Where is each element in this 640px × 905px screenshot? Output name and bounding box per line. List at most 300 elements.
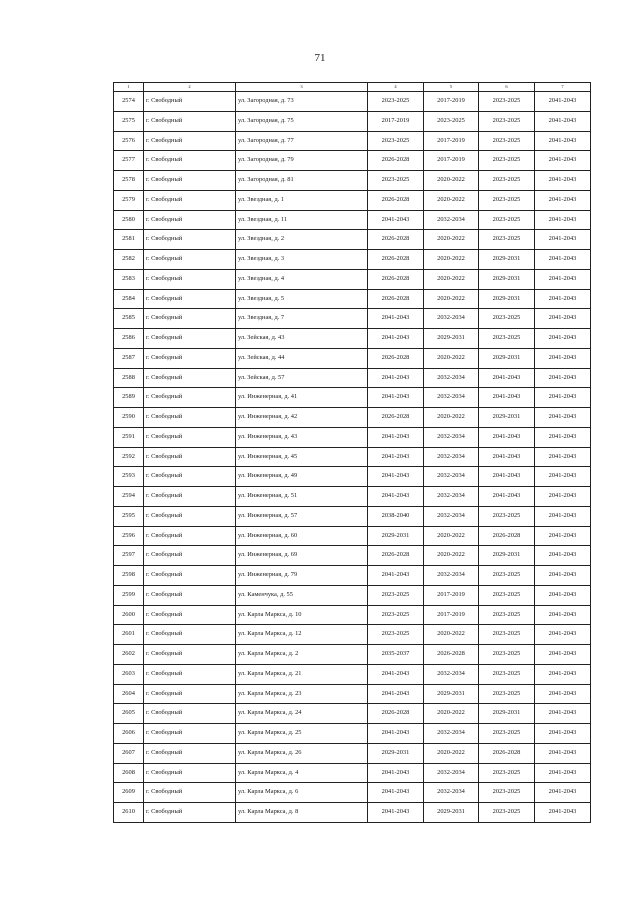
period-cell: 2026-2028 <box>368 289 424 309</box>
city-cell: г. Свободный <box>144 289 236 309</box>
period-cell: 2041-2043 <box>368 724 424 744</box>
row-number-cell: 2576 <box>114 131 144 151</box>
row-number-cell: 2582 <box>114 250 144 270</box>
period-cell: 2026-2028 <box>368 704 424 724</box>
period-cell: 2041-2043 <box>368 210 424 230</box>
period-cell: 2020-2022 <box>424 250 479 270</box>
table-row <box>114 408 591 428</box>
period-cell: 2041-2043 <box>535 467 591 487</box>
period-cell: 2041-2043 <box>535 783 591 803</box>
table-row <box>114 684 591 704</box>
row-number-cell: 2586 <box>114 329 144 349</box>
period-cell: 2020-2022 <box>424 230 479 250</box>
city-cell: г. Свободный <box>144 388 236 408</box>
period-cell: 2032-2034 <box>424 664 479 684</box>
row-number-cell: 2606 <box>114 724 144 744</box>
city-cell: г. Свободный <box>144 329 236 349</box>
row-number-cell: 2585 <box>114 309 144 329</box>
table-row <box>114 447 591 467</box>
city-cell: г. Свободный <box>144 566 236 586</box>
period-cell: 2029-2031 <box>424 329 479 349</box>
period-cell: 2041-2043 <box>535 704 591 724</box>
row-number-cell: 2603 <box>114 664 144 684</box>
city-cell: г. Свободный <box>144 190 236 210</box>
period-cell: 2032-2034 <box>424 210 479 230</box>
row-number-cell: 2584 <box>114 289 144 309</box>
period-cell: 2020-2022 <box>424 408 479 428</box>
address-cell: ул. Звездная, д. 11 <box>236 210 368 230</box>
period-cell: 2023-2025 <box>479 566 535 586</box>
period-cell: 2026-2028 <box>368 546 424 566</box>
row-number-cell: 2578 <box>114 171 144 191</box>
address-cell: ул. Инженерная, д. 49 <box>236 467 368 487</box>
table-row <box>114 585 591 605</box>
period-cell: 2023-2025 <box>479 645 535 665</box>
period-cell: 2026-2028 <box>368 348 424 368</box>
period-cell: 2017-2019 <box>424 151 479 171</box>
table-row <box>114 92 591 112</box>
city-cell: г. Свободный <box>144 743 236 763</box>
period-cell: 2026-2028 <box>479 526 535 546</box>
period-cell: 2041-2043 <box>535 388 591 408</box>
period-cell: 2023-2025 <box>368 625 424 645</box>
period-cell: 2041-2043 <box>535 506 591 526</box>
period-cell: 2041-2043 <box>479 447 535 467</box>
table-row <box>114 506 591 526</box>
city-cell: г. Свободный <box>144 230 236 250</box>
period-cell: 2020-2022 <box>424 289 479 309</box>
period-cell: 2041-2043 <box>535 190 591 210</box>
address-cell: ул. Инженерная, д. 45 <box>236 447 368 467</box>
row-number-cell: 2604 <box>114 684 144 704</box>
city-cell: г. Свободный <box>144 151 236 171</box>
period-cell: 2023-2025 <box>479 190 535 210</box>
period-cell: 2041-2043 <box>535 684 591 704</box>
period-cell: 2041-2043 <box>535 329 591 349</box>
table-row <box>114 803 591 823</box>
column-header: 6 <box>479 83 535 92</box>
row-number-cell: 2596 <box>114 526 144 546</box>
row-number-cell: 2580 <box>114 210 144 230</box>
period-cell: 2020-2022 <box>424 171 479 191</box>
period-cell: 2041-2043 <box>535 427 591 447</box>
address-cell: ул. Карла Маркса, д. 4 <box>236 763 368 783</box>
period-cell: 2032-2034 <box>424 763 479 783</box>
city-cell: г. Свободный <box>144 408 236 428</box>
period-cell: 2020-2022 <box>424 546 479 566</box>
address-cell: ул. Звездная, д. 3 <box>236 250 368 270</box>
row-number-cell: 2591 <box>114 427 144 447</box>
address-cell: ул. Карла Маркса, д. 26 <box>236 743 368 763</box>
period-cell: 2026-2028 <box>368 408 424 428</box>
address-cell: ул. Звездная, д. 2 <box>236 230 368 250</box>
period-cell: 2041-2043 <box>535 348 591 368</box>
period-cell: 2041-2043 <box>535 803 591 823</box>
table-header-row <box>114 83 591 92</box>
city-cell: г. Свободный <box>144 506 236 526</box>
period-cell: 2035-2037 <box>368 645 424 665</box>
column-header: 5 <box>424 83 479 92</box>
address-cell: ул. Зейская, д. 57 <box>236 368 368 388</box>
row-number-cell: 2608 <box>114 763 144 783</box>
city-cell: г. Свободный <box>144 92 236 112</box>
period-cell: 2017-2019 <box>424 585 479 605</box>
period-cell: 2032-2034 <box>424 368 479 388</box>
address-cell: ул. Инженерная, д. 57 <box>236 506 368 526</box>
period-cell: 2029-2031 <box>424 684 479 704</box>
column-header: 3 <box>236 83 368 92</box>
table-row <box>114 704 591 724</box>
table-row <box>114 230 591 250</box>
period-cell: 2029-2031 <box>479 408 535 428</box>
period-cell: 2041-2043 <box>535 230 591 250</box>
address-cell: ул. Звездная, д. 7 <box>236 309 368 329</box>
column-header: 1 <box>114 83 144 92</box>
table-row <box>114 289 591 309</box>
period-cell: 2041-2043 <box>535 664 591 684</box>
period-cell: 2023-2025 <box>479 506 535 526</box>
period-cell: 2023-2025 <box>368 131 424 151</box>
schedule-table <box>113 82 591 823</box>
period-cell: 2032-2034 <box>424 467 479 487</box>
period-cell: 2023-2025 <box>368 92 424 112</box>
city-cell: г. Свободный <box>144 250 236 270</box>
city-cell: г. Свободный <box>144 625 236 645</box>
address-cell: ул. Загородная, д. 81 <box>236 171 368 191</box>
period-cell: 2041-2043 <box>535 585 591 605</box>
table-row <box>114 467 591 487</box>
city-cell: г. Свободный <box>144 131 236 151</box>
table-row <box>114 664 591 684</box>
address-cell: ул. Звездная, д. 5 <box>236 289 368 309</box>
period-cell: 2026-2028 <box>368 250 424 270</box>
period-cell: 2020-2022 <box>424 190 479 210</box>
row-number-cell: 2602 <box>114 645 144 665</box>
period-cell: 2029-2031 <box>368 743 424 763</box>
period-cell: 2032-2034 <box>424 724 479 744</box>
address-cell: ул. Карла Маркса, д. 6 <box>236 783 368 803</box>
period-cell: 2041-2043 <box>368 427 424 447</box>
period-cell: 2041-2043 <box>368 447 424 467</box>
table-row <box>114 348 591 368</box>
period-cell: 2023-2025 <box>424 111 479 131</box>
table-row <box>114 487 591 507</box>
table-row <box>114 526 591 546</box>
table-row <box>114 131 591 151</box>
period-cell: 2020-2022 <box>424 526 479 546</box>
period-cell: 2023-2025 <box>479 664 535 684</box>
period-cell: 2023-2025 <box>479 803 535 823</box>
period-cell: 2041-2043 <box>368 566 424 586</box>
row-number-cell: 2575 <box>114 111 144 131</box>
period-cell: 2041-2043 <box>535 625 591 645</box>
table-row <box>114 783 591 803</box>
table-row <box>114 645 591 665</box>
period-cell: 2020-2022 <box>424 704 479 724</box>
period-cell: 2023-2025 <box>479 230 535 250</box>
period-cell: 2038-2040 <box>368 506 424 526</box>
column-header: 4 <box>368 83 424 92</box>
period-cell: 2041-2043 <box>479 427 535 447</box>
city-cell: г. Свободный <box>144 368 236 388</box>
period-cell: 2041-2043 <box>368 763 424 783</box>
table-row <box>114 250 591 270</box>
period-cell: 2026-2028 <box>368 230 424 250</box>
city-cell: г. Свободный <box>144 447 236 467</box>
period-cell: 2032-2034 <box>424 566 479 586</box>
period-cell: 2041-2043 <box>368 783 424 803</box>
table-row <box>114 210 591 230</box>
period-cell: 2026-2028 <box>368 190 424 210</box>
table-row <box>114 763 591 783</box>
address-cell: ул. Карла Маркса, д. 8 <box>236 803 368 823</box>
period-cell: 2041-2043 <box>535 151 591 171</box>
address-cell: ул. Загородная, д. 73 <box>236 92 368 112</box>
row-number-cell: 2594 <box>114 487 144 507</box>
period-cell: 2032-2034 <box>424 388 479 408</box>
table-row <box>114 151 591 171</box>
row-number-cell: 2605 <box>114 704 144 724</box>
city-cell: г. Свободный <box>144 467 236 487</box>
period-cell: 2041-2043 <box>535 368 591 388</box>
table-row <box>114 171 591 191</box>
table-row <box>114 566 591 586</box>
period-cell: 2023-2025 <box>479 763 535 783</box>
row-number-cell: 2598 <box>114 566 144 586</box>
period-cell: 2041-2043 <box>535 566 591 586</box>
period-cell: 2023-2025 <box>479 684 535 704</box>
city-cell: г. Свободный <box>144 783 236 803</box>
period-cell: 2023-2025 <box>479 111 535 131</box>
period-cell: 2029-2031 <box>479 704 535 724</box>
table-row <box>114 368 591 388</box>
period-cell: 2017-2019 <box>424 131 479 151</box>
row-number-cell: 2597 <box>114 546 144 566</box>
period-cell: 2041-2043 <box>535 269 591 289</box>
table-row <box>114 546 591 566</box>
period-cell: 2041-2043 <box>368 467 424 487</box>
city-cell: г. Свободный <box>144 269 236 289</box>
row-number-cell: 2574 <box>114 92 144 112</box>
row-number-cell: 2583 <box>114 269 144 289</box>
period-cell: 2026-2028 <box>424 645 479 665</box>
address-cell: ул. Карла Маркса, д. 21 <box>236 664 368 684</box>
row-number-cell: 2610 <box>114 803 144 823</box>
period-cell: 2041-2043 <box>535 408 591 428</box>
row-number-cell: 2595 <box>114 506 144 526</box>
row-number-cell: 2601 <box>114 625 144 645</box>
period-cell: 2041-2043 <box>535 526 591 546</box>
period-cell: 2041-2043 <box>535 645 591 665</box>
table-row <box>114 724 591 744</box>
period-cell: 2020-2022 <box>424 625 479 645</box>
period-cell: 2023-2025 <box>479 151 535 171</box>
address-cell: ул. Инженерная, д. 69 <box>236 546 368 566</box>
period-cell: 2023-2025 <box>479 783 535 803</box>
address-cell: ул. Каменчука, д. 55 <box>236 585 368 605</box>
address-cell: ул. Зейская, д. 43 <box>236 329 368 349</box>
period-cell: 2023-2025 <box>368 605 424 625</box>
period-cell: 2029-2031 <box>424 803 479 823</box>
period-cell: 2041-2043 <box>535 763 591 783</box>
address-cell: ул. Карла Маркса, д. 25 <box>236 724 368 744</box>
city-cell: г. Свободный <box>144 803 236 823</box>
city-cell: г. Свободный <box>144 111 236 131</box>
period-cell: 2041-2043 <box>535 309 591 329</box>
period-cell: 2023-2025 <box>479 131 535 151</box>
period-cell: 2023-2025 <box>479 171 535 191</box>
period-cell: 2032-2034 <box>424 447 479 467</box>
table-row <box>114 190 591 210</box>
row-number-cell: 2590 <box>114 408 144 428</box>
address-cell: ул. Загородная, д. 79 <box>236 151 368 171</box>
period-cell: 2023-2025 <box>479 724 535 744</box>
page-number: 71 <box>314 52 326 64</box>
period-cell: 2041-2043 <box>368 684 424 704</box>
period-cell: 2029-2031 <box>479 250 535 270</box>
period-cell: 2026-2028 <box>479 743 535 763</box>
table-row <box>114 309 591 329</box>
period-cell: 2041-2043 <box>535 605 591 625</box>
period-cell: 2041-2043 <box>535 546 591 566</box>
address-cell: ул. Карла Маркса, д. 12 <box>236 625 368 645</box>
address-cell: ул. Карла Маркса, д. 23 <box>236 684 368 704</box>
address-cell: ул. Зейская, д. 44 <box>236 348 368 368</box>
period-cell: 2026-2028 <box>368 269 424 289</box>
city-cell: г. Свободный <box>144 684 236 704</box>
address-cell: ул. Карла Маркса, д. 2 <box>236 645 368 665</box>
city-cell: г. Свободный <box>144 546 236 566</box>
period-cell: 2029-2031 <box>479 269 535 289</box>
table-row <box>114 111 591 131</box>
address-cell: ул. Звездная, д. 1 <box>236 190 368 210</box>
period-cell: 2041-2043 <box>368 309 424 329</box>
period-cell: 2023-2025 <box>479 329 535 349</box>
period-cell: 2041-2043 <box>368 664 424 684</box>
row-number-cell: 2581 <box>114 230 144 250</box>
period-cell: 2041-2043 <box>535 447 591 467</box>
period-cell: 2041-2043 <box>479 368 535 388</box>
period-cell: 2029-2031 <box>479 348 535 368</box>
city-cell: г. Свободный <box>144 605 236 625</box>
period-cell: 2041-2043 <box>535 92 591 112</box>
city-cell: г. Свободный <box>144 645 236 665</box>
period-cell: 2041-2043 <box>368 368 424 388</box>
period-cell: 2041-2043 <box>535 724 591 744</box>
table-row <box>114 605 591 625</box>
period-cell: 2023-2025 <box>479 92 535 112</box>
city-cell: г. Свободный <box>144 526 236 546</box>
period-cell: 2032-2034 <box>424 506 479 526</box>
period-cell: 2041-2043 <box>368 388 424 408</box>
row-number-cell: 2607 <box>114 743 144 763</box>
table-row <box>114 329 591 349</box>
period-cell: 2041-2043 <box>535 250 591 270</box>
schedule-table-container <box>113 82 590 823</box>
period-cell: 2029-2031 <box>479 546 535 566</box>
table-row <box>114 427 591 447</box>
period-cell: 2041-2043 <box>479 467 535 487</box>
city-cell: г. Свободный <box>144 309 236 329</box>
city-cell: г. Свободный <box>144 487 236 507</box>
period-cell: 2041-2043 <box>535 743 591 763</box>
city-cell: г. Свободный <box>144 585 236 605</box>
period-cell: 2041-2043 <box>368 803 424 823</box>
address-cell: ул. Карла Маркса, д. 24 <box>236 704 368 724</box>
period-cell: 2041-2043 <box>535 111 591 131</box>
city-cell: г. Свободный <box>144 724 236 744</box>
period-cell: 2041-2043 <box>368 329 424 349</box>
period-cell: 2020-2022 <box>424 348 479 368</box>
address-cell: ул. Инженерная, д. 42 <box>236 408 368 428</box>
period-cell: 2029-2031 <box>479 289 535 309</box>
row-number-cell: 2589 <box>114 388 144 408</box>
period-cell: 2023-2025 <box>479 309 535 329</box>
period-cell: 2041-2043 <box>535 289 591 309</box>
city-cell: г. Свободный <box>144 210 236 230</box>
period-cell: 2017-2019 <box>424 605 479 625</box>
address-cell: ул. Инженерная, д. 79 <box>236 566 368 586</box>
row-number-cell: 2609 <box>114 783 144 803</box>
period-cell: 2041-2043 <box>368 487 424 507</box>
address-cell: ул. Загородная, д. 77 <box>236 131 368 151</box>
period-cell: 2023-2025 <box>368 171 424 191</box>
table-row <box>114 743 591 763</box>
row-number-cell: 2579 <box>114 190 144 210</box>
address-cell: ул. Инженерная, д. 51 <box>236 487 368 507</box>
address-cell: ул. Инженерная, д. 60 <box>236 526 368 546</box>
address-cell: ул. Загородная, д. 75 <box>236 111 368 131</box>
period-cell: 2041-2043 <box>535 487 591 507</box>
city-cell: г. Свободный <box>144 171 236 191</box>
row-number-cell: 2600 <box>114 605 144 625</box>
period-cell: 2032-2034 <box>424 309 479 329</box>
period-cell: 2017-2019 <box>368 111 424 131</box>
row-number-cell: 2587 <box>114 348 144 368</box>
period-cell: 2023-2025 <box>479 585 535 605</box>
period-cell: 2032-2034 <box>424 783 479 803</box>
column-header: 7 <box>535 83 591 92</box>
period-cell: 2041-2043 <box>535 171 591 191</box>
address-cell: ул. Инженерная, д. 43 <box>236 427 368 447</box>
city-cell: г. Свободный <box>144 664 236 684</box>
period-cell: 2023-2025 <box>368 585 424 605</box>
period-cell: 2041-2043 <box>535 131 591 151</box>
table-row <box>114 625 591 645</box>
address-cell: ул. Карла Маркса, д. 10 <box>236 605 368 625</box>
address-cell: ул. Звездная, д. 4 <box>236 269 368 289</box>
row-number-cell: 2588 <box>114 368 144 388</box>
period-cell: 2020-2022 <box>424 269 479 289</box>
row-number-cell: 2599 <box>114 585 144 605</box>
table-row <box>114 388 591 408</box>
row-number-cell: 2593 <box>114 467 144 487</box>
row-number-cell: 2577 <box>114 151 144 171</box>
period-cell: 2020-2022 <box>424 743 479 763</box>
city-cell: г. Свободный <box>144 348 236 368</box>
period-cell: 2032-2034 <box>424 487 479 507</box>
column-header: 2 <box>144 83 236 92</box>
table-row <box>114 269 591 289</box>
period-cell: 2023-2025 <box>479 210 535 230</box>
period-cell: 2041-2043 <box>535 210 591 230</box>
period-cell: 2023-2025 <box>479 625 535 645</box>
period-cell: 2041-2043 <box>479 388 535 408</box>
address-cell: ул. Инженерная, д. 41 <box>236 388 368 408</box>
period-cell: 2026-2028 <box>368 151 424 171</box>
period-cell: 2023-2025 <box>479 605 535 625</box>
table-body <box>114 83 591 823</box>
